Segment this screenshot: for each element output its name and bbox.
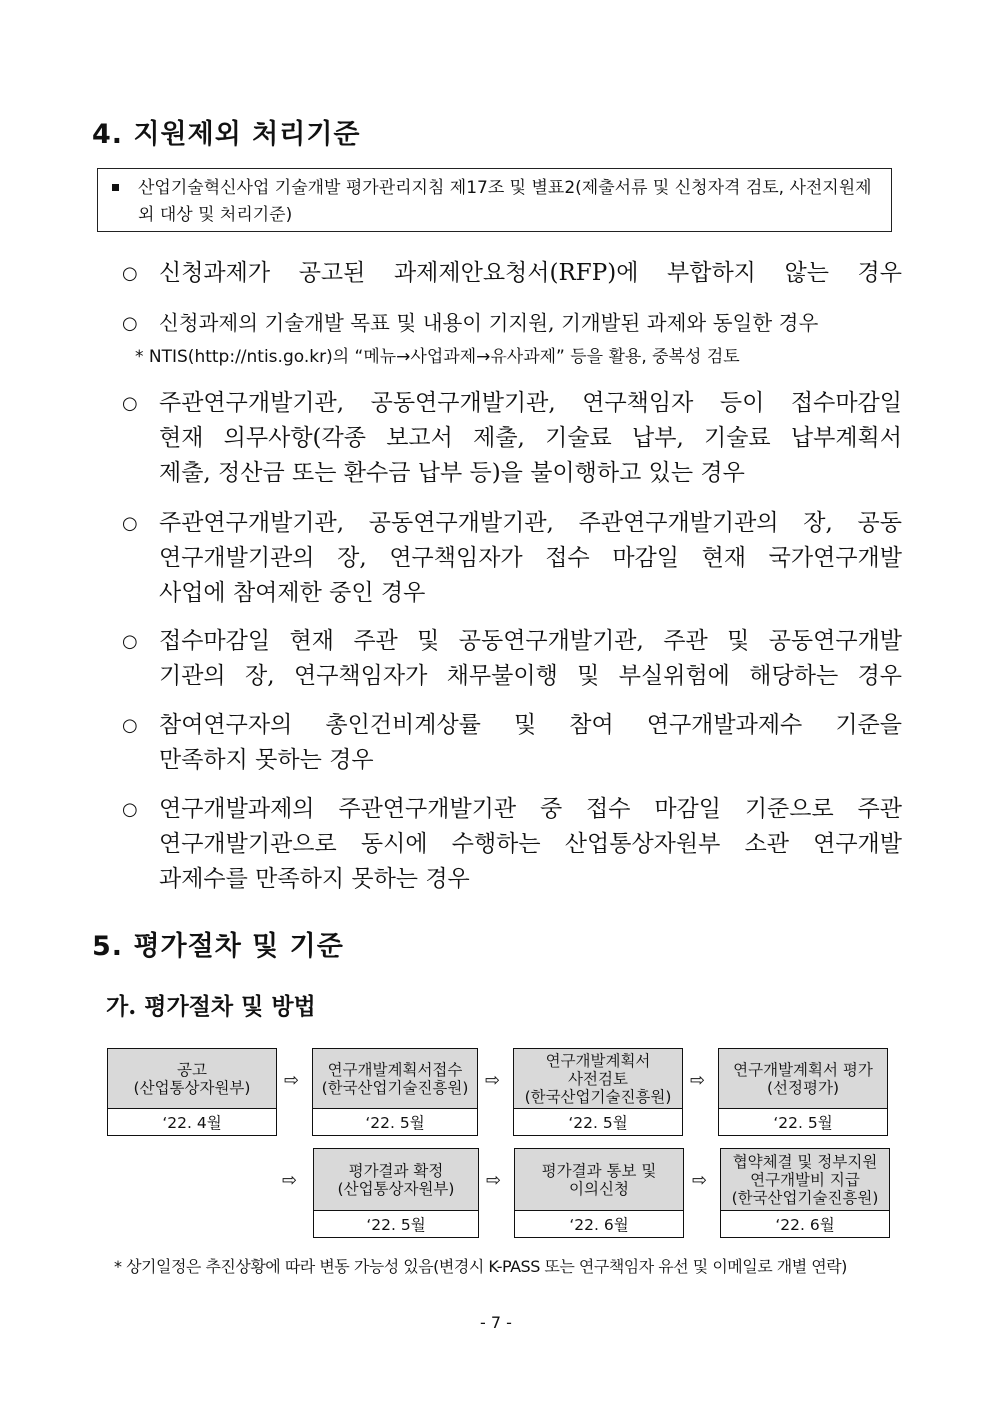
flow-step-title xyxy=(515,1149,683,1211)
flow-step-title-line: 평가결과 통보 및 xyxy=(541,1161,657,1180)
flow-step-title xyxy=(314,1149,478,1211)
right-arrow-icon: ⇨ xyxy=(485,1070,501,1091)
flow-step-3 xyxy=(513,1048,683,1136)
criteria-item-4 xyxy=(122,506,902,611)
right-arrow-icon: ⇨ xyxy=(692,1170,708,1191)
flow-step-title-line: 연구개발계획서접수 xyxy=(327,1060,463,1079)
flow-step-title xyxy=(108,1049,276,1109)
flow-step-title-line: 공고 xyxy=(177,1060,207,1079)
flow-step-title-line: (산업통상자원부) xyxy=(337,1179,455,1198)
flow-step-date: ‘22. 6월 xyxy=(775,1215,835,1234)
criteria-line: 신청과제가 공고된 과제제안요청서(RFP)에 부합하지 않는 경우 xyxy=(159,260,902,286)
flow-step-date: ‘22. 5월 xyxy=(366,1215,426,1234)
criteria-item-3 xyxy=(122,386,902,491)
flow-step-6 xyxy=(514,1148,684,1238)
criteria-line: 연구개발기관의 장, 연구책임자가 접수 마감일 현재 국가연구개발 xyxy=(159,545,902,571)
circle-bullet-icon: ○ xyxy=(122,263,138,284)
criteria-line: 연구개발기관으로 동시에 수행하는 산업통상자원부 소관 연구개발 xyxy=(159,831,902,857)
circle-bullet-icon: ○ xyxy=(122,513,138,534)
flow-step-date: ‘22. 5월 xyxy=(568,1113,628,1132)
flow-step-date: ‘22. 4월 xyxy=(162,1113,222,1132)
flow-step-title-line: 사전검토 xyxy=(568,1069,628,1088)
flow-step-title-line: 연구개발비 지급 xyxy=(750,1170,860,1189)
circle-bullet-icon: ○ xyxy=(122,715,138,736)
flow-step-date: ‘22. 5월 xyxy=(773,1113,833,1132)
criteria-line: 주관연구개발기관, 공동연구개발기관, 연구책임자 등이 접수마감일 xyxy=(159,390,902,416)
flow-step-title xyxy=(721,1149,889,1211)
circle-bullet-icon: ○ xyxy=(122,631,138,652)
subsection-title: 가. 평가절차 및 방법 xyxy=(106,993,316,1020)
ntis-note: * NTIS(http://ntis.go.kr)의 “메뉴→사업과제→유사과제” 등을 활용, 중복성 검토 xyxy=(135,347,740,367)
reference-text: 산업기술혁신사업 기술개발 평가관리지침 제17조 및 별표2(제출서류 및 신청자격 검토, 사전지원제외 대상 및 처리기준) xyxy=(138,178,872,225)
criteria-line: 연구개발과제의 주관연구개발기관 중 접수 마감일 기준으로 주관 xyxy=(159,796,902,822)
section-4-title: 4. 지원제외 처리기준 xyxy=(92,119,361,150)
right-arrow-icon: ⇨ xyxy=(284,1070,300,1091)
flow-step-title-line: (선정평가) xyxy=(767,1078,839,1097)
flow-step-7 xyxy=(720,1148,890,1238)
square-bullet-icon xyxy=(112,184,119,191)
circle-bullet-icon: ○ xyxy=(122,313,138,334)
criteria-item-5 xyxy=(122,624,902,694)
flow-step-date: ‘22. 5월 xyxy=(365,1113,425,1132)
section-5-title: 5. 평가절차 및 기준 xyxy=(92,931,344,962)
flow-step-title xyxy=(313,1049,477,1109)
flow-step-title-line: 이의신청 xyxy=(569,1179,629,1198)
page-number: - 7 - xyxy=(480,1313,512,1332)
criteria-item-2 xyxy=(122,306,902,341)
criteria-line: 기관의 장, 연구책임자가 채무불이행 및 부실위험에 해당하는 경우 xyxy=(159,663,902,689)
flow-step-date: ‘22. 6월 xyxy=(569,1215,629,1234)
criteria-line: 신청과제의 기술개발 목표 및 내용이 기지원, 기개발된 과제와 동일한 경우 xyxy=(159,311,819,335)
flow-step-title-line: (산업통상자원부) xyxy=(133,1078,251,1097)
criteria-line: 참여연구자의 총인건비계상률 및 참여 연구개발과제수 기준을 xyxy=(159,712,902,738)
circle-bullet-icon: ○ xyxy=(122,799,138,820)
flow-step-5 xyxy=(313,1148,479,1238)
criteria-line: 제출, 정산금 또는 환수금 납부 등)을 불이행하고 있는 경우 xyxy=(159,460,745,486)
circle-bullet-icon: ○ xyxy=(122,393,138,414)
flow-step-title-line: 연구개발계획서 평가 xyxy=(733,1060,873,1079)
criteria-line: 사업에 참여제한 중인 경우 xyxy=(159,580,426,606)
criteria-line: 현재 의무사항(각종 보고서 제출, 기술료 납부, 기술료 납부계획서 xyxy=(159,425,902,451)
criteria-item-1 xyxy=(122,256,902,291)
criteria-line: 접수마감일 현재 주관 및 공동연구개발기관, 주관 및 공동연구개발 xyxy=(159,628,902,654)
flow-step-2 xyxy=(312,1048,478,1136)
reference-box xyxy=(97,168,892,232)
criteria-line: 만족하지 못하는 경우 xyxy=(159,747,374,773)
flow-step-title-line: 협약체결 및 정부지원 xyxy=(732,1152,878,1171)
flow-step-title-line: (한국산업기술진흥원) xyxy=(731,1188,879,1207)
criteria-line: 주관연구개발기관, 공동연구개발기관, 주관연구개발기관의 장, 공동 xyxy=(159,510,902,536)
right-arrow-icon: ⇨ xyxy=(690,1070,706,1091)
criteria-item-7 xyxy=(122,792,902,897)
schedule-footnote: * 상기일정은 추진상황에 따라 변동 가능성 있음(변경시 K-PASS 또는 연구책임자 유선 및 이메일로 개별 연락) xyxy=(114,1257,847,1276)
flow-step-4 xyxy=(718,1048,888,1136)
flow-step-title xyxy=(514,1049,682,1109)
flow-step-title xyxy=(719,1049,887,1109)
criteria-line: 과제수를 만족하지 못하는 경우 xyxy=(159,866,470,892)
flow-step-title-line: (한국산업기술진흥원) xyxy=(524,1087,672,1106)
criteria-item-6 xyxy=(122,708,902,778)
right-arrow-icon: ⇨ xyxy=(486,1170,502,1191)
flow-step-title-line: 평가결과 확정 xyxy=(348,1161,444,1180)
flow-step-title-line: 연구개발계획서 xyxy=(545,1051,651,1070)
right-arrow-icon: ⇨ xyxy=(282,1170,298,1191)
flow-step-1 xyxy=(107,1048,277,1136)
flow-step-title-line: (한국산업기술진흥원) xyxy=(321,1078,469,1097)
